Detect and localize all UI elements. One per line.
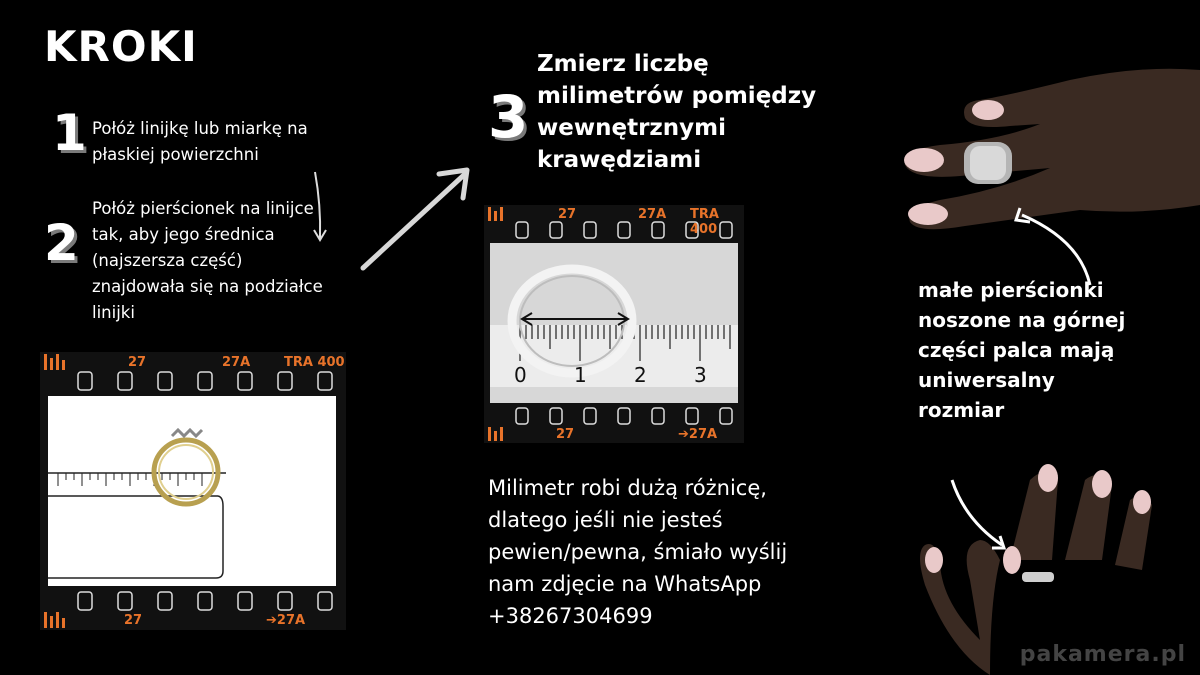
diagonal-arrow-icon [355, 160, 480, 275]
side-note-text: małe pierścionki noszone na górnej części palca mają uniwersalny rozmiar [918, 278, 1126, 422]
ruler-label-0: 0 [514, 363, 527, 387]
ring-on-ruler-illustration [48, 396, 336, 586]
step-2-text: Połóż pierścionek na linijce tak, aby jego średnica (najszersza część) znajdowała się na podziałce linijki [92, 199, 323, 322]
ruler-label-3: 3 [694, 363, 707, 387]
film-strip-ruler-photo: 27 27A TRA 400 27 ➔27A 0 1 2 3 [484, 205, 744, 443]
step-3-number: 3 [488, 83, 529, 151]
watermark: pakamera.pl [1019, 642, 1186, 667]
step-1-text: Połóż linijkę lub miarkę na płaskiej powierzchni [92, 119, 308, 164]
step-2-number: 2 [44, 214, 79, 272]
step-3-text: Zmierz liczbę milimetrów pomiędzy wewnętrznymi krawędziami [537, 51, 817, 173]
note-text: Milimetr robi dużą różnicę, dlatego jeśli nie jesteś pewien/pewna, śmiało wyślij nam zdjęcie na WhatsApp +38267304699 [488, 476, 788, 628]
down-arrow-icon [305, 170, 335, 245]
ruler-label-2: 2 [634, 363, 647, 387]
ruler-label-1: 1 [574, 363, 587, 387]
page-title: KROKI [44, 22, 198, 71]
step-1-number: 1 [52, 104, 87, 162]
film-strip-ring-photo: 27 27A TRA 400 27 ➔27A [40, 352, 346, 630]
